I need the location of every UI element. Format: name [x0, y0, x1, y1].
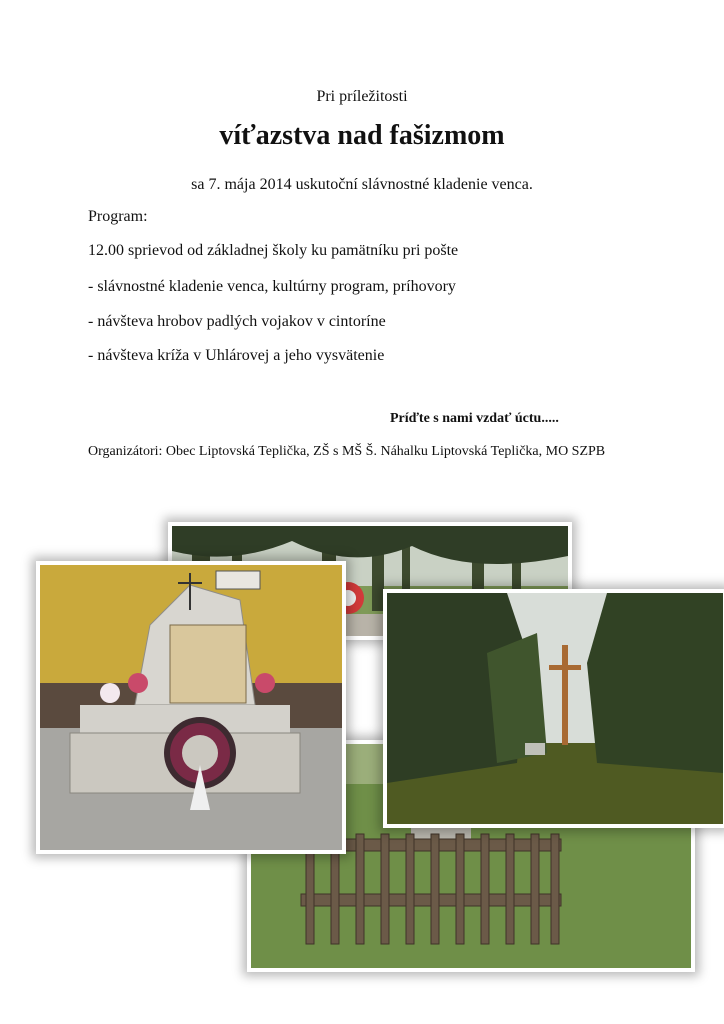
program-item: 12.00 sprievod od základnej školy ku pamätníku pri pošte: [88, 242, 459, 259]
event-title: víťazstva nad fašizmom: [219, 120, 505, 151]
program-label: Program:: [88, 208, 148, 225]
intro-line: Pri príležitosti: [316, 88, 408, 105]
invitation-text: Príďte s nami vzdať úctu.....: [390, 411, 559, 426]
program-item: - slávnostné kladenie venca, kultúrny program, príhovory: [88, 278, 456, 295]
program-item: - návšteva kríža v Uhlárovej a jeho vysvätenie: [88, 347, 385, 364]
program-item: - návšteva hrobov padlých vojakov v cintoríne: [88, 313, 386, 330]
memorial-photo: [36, 561, 346, 854]
date-line: sa 7. mája 2014 uskutoční slávnostné kladenie venca.: [191, 176, 533, 193]
organizers-line: Organizátori: Obec Liptovská Teplička, ZŠ s MŠ Š. Náhalku Liptovská Teplička, MO SZPB: [88, 444, 606, 459]
cross-photo: [383, 589, 724, 828]
